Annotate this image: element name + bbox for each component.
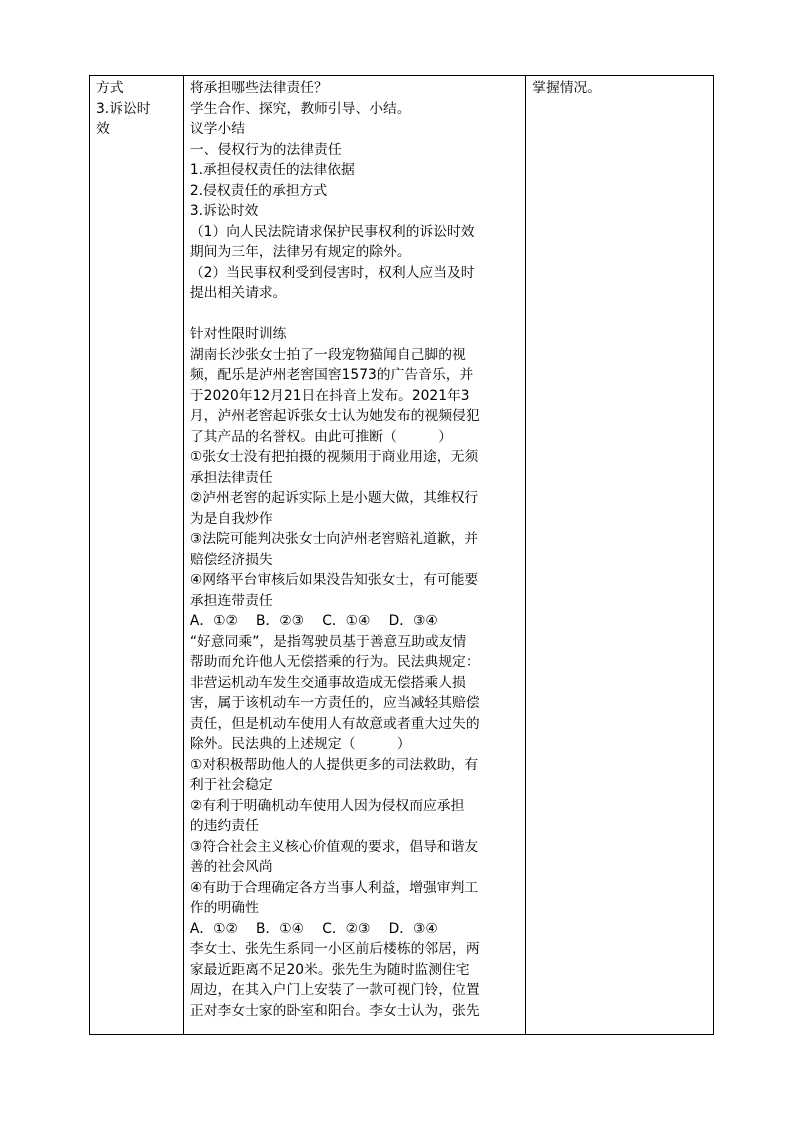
content-line: 为是自我炒作	[189, 510, 273, 527]
content-line: 赔偿经济损失	[189, 551, 273, 568]
content-line: 将承担哪些法律责任？	[189, 80, 328, 96]
content-line: ②泸州老窖的起诉实际上是小题大做，其维权行	[189, 490, 479, 506]
content-line: 李女士、张先生系同一小区前后楼栋的邻居，两	[189, 941, 480, 957]
content-line: 一、侵权行为的法律责任	[189, 141, 342, 158]
content-line: 利于社会稳定	[189, 777, 273, 793]
content-line: 害，属于该机动车一方责任的，应当减轻其赔偿	[189, 695, 480, 711]
content-line: 正对李女士家的卧室和阳台。李女士认为，张先	[189, 1002, 480, 1019]
content-line: ③法院可能判决张女士向泸州老窖赔礼道歉，并	[189, 531, 479, 547]
content-line: 帮助而允许他人无偿搭乘的行为。民法典规定：	[189, 654, 480, 670]
content-line: 非营运机动车发生交通事故造成无偿搭乘人损	[189, 674, 466, 691]
content-line: 3.诉讼时效	[189, 203, 259, 219]
content-line: A．①② B．①④ C．②③ D．③④	[189, 920, 438, 937]
content-line: 2.侵权责任的承担方式	[189, 182, 328, 199]
step-label-cell	[90, 76, 184, 1035]
intent-line: 掌握情况。	[532, 80, 602, 96]
content-line: 的违约责任	[189, 818, 259, 834]
content-line: ②有利于明确机动车使用人因为侵权而应承担	[189, 797, 465, 814]
step-label-line: 3.诉讼时	[96, 100, 151, 117]
design-intent-cell	[526, 76, 714, 1035]
content-line: ④有助于合理确定各方当事人利益，增强审判工	[189, 879, 479, 896]
content-line: 善的社会风尚	[189, 859, 273, 875]
content-line: 议学小结	[189, 121, 246, 137]
step-label-line: 方式	[96, 80, 124, 96]
content-line: （1）向人民法院请求保护民事权利的诉讼时效	[189, 223, 475, 240]
content-line: ①对积极帮助他人的人提供更多的司法救助，有	[189, 756, 479, 773]
content-line: 除外。民法典的上述规定（ ）	[189, 736, 411, 752]
content-line: （2）当民事权利受到侵害时，权利人应当及时	[189, 264, 475, 281]
content-line: 了其产品的名誉权。由此可推断（ ）	[189, 428, 453, 445]
content-line: 于2020年12月21日在抖音上发布。2021年3	[189, 387, 470, 404]
content-line: 频，配乐是泸州老窖国窖1573的广告音乐，并	[189, 367, 474, 383]
content-line: 月，泸州老窖起诉张女士认为她发布的视频侵犯	[189, 408, 480, 424]
content-line: 家最近距离不足20米。张先生为随时监测住宅	[189, 961, 470, 978]
content-line: 期间为三年，法律另有规定的除外。	[189, 244, 411, 260]
content-line: ④网络平台审核后如果没告知张女士，有可能要	[189, 572, 479, 588]
content-line	[190, 304, 521, 325]
table-row	[90, 76, 714, 1035]
content-line: 针对性限时训练	[189, 326, 287, 342]
content-line: 学生合作、探究，教师引导、小结。	[189, 100, 411, 117]
content-line: 承担连带责任	[189, 592, 273, 609]
content-line: “好意同乘”，是指驾驶员基于善意互助或友情	[189, 633, 467, 650]
teaching-content-cell	[183, 76, 525, 1035]
content-line: 承担法律责任	[189, 469, 273, 486]
content-line: ①张女士没有把拍摄的视频用于商业用途，无须	[189, 449, 479, 465]
step-label-line: 效	[96, 121, 110, 137]
content-line: 湖南长沙张女士拍了一段宠物猫闻自己脚的视	[189, 346, 466, 363]
content-line: 提出相关请求。	[189, 285, 287, 301]
content-line: 周边，在其入户门上安装了一款可视门铃，位置	[189, 982, 480, 998]
content-line: ③符合社会主义核心价值观的要求，倡导和谐友	[189, 838, 479, 855]
content-line: 1.承担侵权责任的法律依据	[189, 162, 355, 178]
lesson-plan-table	[89, 75, 714, 1035]
content-line: 责任，但是机动车使用人有故意或者重大过失的	[189, 715, 480, 732]
content-line: 作的明确性	[189, 900, 259, 916]
content-line: A．①② B．②③ C．①④ D．③④	[189, 613, 438, 629]
